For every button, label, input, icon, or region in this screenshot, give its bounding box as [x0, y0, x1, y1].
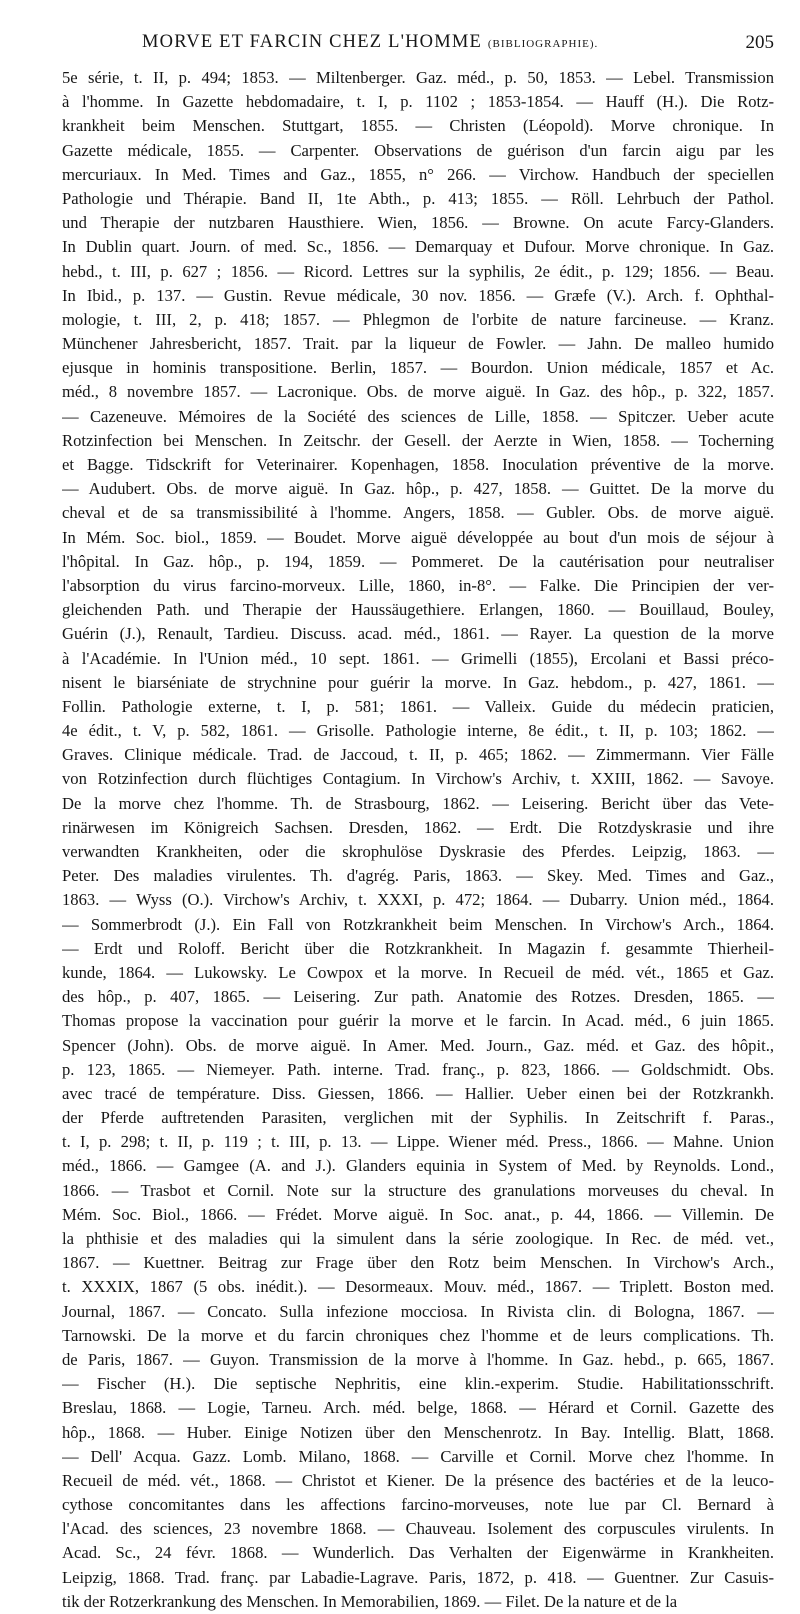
text-line: Spencer (John). Obs. de morve aiguë. In Amer. Med. Journ., Gaz. méd. et Gaz. des hôpit.,	[62, 1035, 774, 1055]
text-line: nisent le biarséniate de strychnine pour guérir la morve. In Gaz. hebdom., p. 427, 1861. —	[62, 672, 774, 692]
text-line: la phthisie et des maladies qui la simulent dans la série zoologique. In Rec. de méd. vet.,	[62, 1229, 774, 1248]
text-line: Peter. Des maladies virulentes. Th. d'agrég. Paris, 1863. — Skey. Med. Times and Gaz.,	[62, 866, 774, 886]
text-line: des hôp., p. 407, 1865. — Leisering. Zur path. Anatomie des Rotzes. Dresden, 1865. —	[62, 987, 774, 1007]
page-number: 205	[745, 32, 774, 53]
text-line: méd., 8 novembre 1857. — Lacronique. Obs. de morve aiguë. In Gaz. des hôp., p. 322, 1857.	[62, 382, 774, 402]
text-line: — Fischer (H.). Die septische Nephritis, eine klin.-experim. Studie. Habilitationsschrift.	[62, 1374, 774, 1394]
text-line: In Ibid., p. 137. — Gustin. Revue médicale, 30 nov. 1856. — Græfe (V.). Arch. f. Ophthal-	[62, 285, 774, 305]
text-line: et Bagge. Tidsckrift for Veterinairer. Kopenhagen, 1858. Inoculation préventive de la morve.	[62, 455, 774, 474]
text-line: Follin. Pathologie externe, t. I, p. 581; 1861. — Valleix. Guide du médecin praticien,	[62, 696, 774, 716]
text-line: Thomas propose la vaccination pour guérir la morve et le farcin. In Acad. méd., 6 juin 1865.	[62, 1011, 774, 1031]
text-line: kunde, 1864. — Lukowsky. Le Cowpox et la morve. In Recueil de méd. vét., 1865 et Gaz.	[62, 962, 774, 982]
running-head	[142, 32, 598, 53]
text-line: 4e édit., t. V, p. 582, 1861. — Grisolle. Pathologie interne, 8e édit., t. II, p. 103; 1862. —	[62, 721, 774, 741]
text-line: ejusque in hominis transpositione. Berlin, 1857. — Bourdon. Union médicale, 1857 et Ac.	[62, 358, 774, 378]
text-line: cythose concomitantes dans les affections farcino-morveuses, note lue par Cl. Bernard à	[62, 1495, 774, 1515]
text-line: rinärwesen im Königreich Sachsen. Dresden, 1862. — Erdt. Die Rotzdyskrasie und ihre	[62, 817, 774, 837]
text-line: — Audubert. Obs. de morve aiguë. In Gaz. hôp., p. 427, 1858. — Guittet. De la morve du	[62, 479, 774, 499]
text-line: In Mém. Soc. biol., 1859. — Boudet. Morve aiguë développée au bout d'un mois de séjour à	[62, 527, 774, 547]
text-line: Pathologie und Thérapie. Band II, 1te Abth., p. 413; 1855. — Röll. Lehrbuch der Pathol.	[62, 188, 774, 208]
text-line: Mém. Soc. Biol., 1866. — Frédet. Morve aiguë. In Soc. anat., p. 44, 1866. — Villemin. De	[62, 1204, 774, 1224]
document-page	[62, 28, 774, 1611]
text-line: à l'Académie. In l'Union méd., 10 sept. 1861. — Grimelli (1855), Ercolani et Bassi préco-	[62, 648, 774, 668]
text-line: t. I, p. 298; t. II, p. 119 ; t. III, p. 13. — Lippe. Wiener méd. Press., 1866. — Mahne. Union	[62, 1132, 774, 1152]
text-line: tik der Rotzerkrankung des Menschen. In Memorabilien, 1869. — Filet. De la nature et de la	[62, 1591, 678, 1611]
text-line: Münchener Jahresbericht, 1857. Trait. par la liqueur de Fowler. — Jahn. De malleo humido	[62, 334, 774, 354]
text-line: méd., 1866. — Gamgee (A. and J.). Glanders equinia in System of Med. by Reynolds. Lond.,	[62, 1156, 774, 1176]
page-header	[62, 28, 774, 60]
text-line: 1866. — Trasbot et Cornil. Note sur la structure des granulations morveuses du cheval. In	[62, 1180, 774, 1200]
text-line: — Dell' Acqua. Gazz. Lomb. Milano, 1868. — Carville et Cornil. Morve chez l'homme. In	[62, 1446, 774, 1466]
text-line: Leipzig, 1868. Trad. franç. par Labadie-Lagrave. Paris, 1872, p. 418. — Guentner. Zur Casuis-	[62, 1567, 774, 1587]
text-line: Guérin (J.), Renault, Tardieu. Discuss. acad. méd., 1861. — Rayer. La question de la morve	[62, 624, 774, 644]
text-line: l'hôpital. In Gaz. hôp., p. 194, 1859. — Pommeret. De la cautérisation pour neutraliser	[62, 551, 774, 571]
text-line: In Dublin quart. Journ. of med. Sc., 1856. — Demarquay et Dufour. Morve chronique. In Gaz.	[62, 237, 774, 257]
text-line: Acad. Sc., 24 févr. 1868. — Wunderlich. Das Verhalten der Eigenwärme in Krankheiten.	[62, 1543, 774, 1563]
text-line: verwandten Krankheiten, oder die skrophulöse Dyskrasie des Pferdes. Leipzig, 1863. —	[62, 842, 774, 861]
text-line: 5e série, t. II, p. 494; 1853. — Miltenberger. Gaz. méd., p. 50, 1853. — Lebel. Transmission	[62, 68, 774, 87]
text-line: — Sommerbrodt (J.). Ein Fall von Rotzkrankheit beim Menschen. In Virchow's Arch., 1864.	[62, 914, 774, 934]
text-line: — Cazeneuve. Mémoires de la Société des sciences de Lille, 1858. — Spitczer. Ueber acute	[62, 406, 774, 426]
running-head-section: (BIBLIOGRAPHIE).	[487, 38, 599, 50]
text-line: Graves. Clinique médicale. Trad. de Jaccoud, t. II, p. 465; 1862. — Zimmermann. Vier Fälle	[62, 745, 774, 765]
text-line: de Paris, 1867. — Guyon. Transmission de la morve à l'homme. In Gaz. hebd., p. 665, 1867.	[62, 1349, 774, 1369]
text-line: t. XXXIX, 1867 (5 obs. inédit.). — Desormeaux. Mouv. méd., 1867. — Triplett. Boston med.	[62, 1277, 774, 1297]
text-line: p. 123, 1865. — Niemeyer. Path. interne. Trad. franç., p. 823, 1866. — Goldschmidt. Obs.	[62, 1059, 774, 1079]
text-line: De la morve chez l'homme. Th. de Strasbourg, 1862. — Leisering. Bericht über das Vete-	[62, 793, 774, 813]
text-line: Rotzinfection bei Menschen. In Zeitschr. der Gesell. der Aerzte in Wien, 1858. — Tocherning	[62, 430, 774, 450]
text-line: der Pferde auftretenden Parasiten, verglichen mit der Syphilis. In Zeitschrift f. Paras.,	[62, 1108, 774, 1128]
text-line: Recueil de méd. vét., 1868. — Christot et Kiener. De la présence des bactéries et de la leuco-	[62, 1470, 774, 1490]
text-line: krankheit beim Menschen. Stuttgart, 1855. — Christen (Léopold). Morve chronique. In	[62, 116, 774, 136]
text-line: hôp., 1868. — Huber. Einige Notizen über den Menschenrotz. In Bay. Intellig. Blatt, 1868.	[62, 1422, 774, 1442]
text-line: Breslau, 1868. — Logie, Tarneu. Arch. méd. belge, 1868. — Hérard et Cornil. Gazette des	[62, 1398, 774, 1418]
text-line: 1867. — Kuettner. Beitrag zur Frage über den Rotz beim Menschen. In Virchow's Arch.,	[62, 1253, 774, 1273]
running-head-title: MORVE ET FARCIN CHEZ L'HOMME	[142, 32, 483, 52]
text-line: l'absorption du virus farcino-morveux. Lille, 1860, in-8°. — Falke. Die Principien der ver-	[62, 575, 774, 595]
text-line: l'Acad. des sciences, 23 novembre 1868. — Chauveau. Isolement des corpuscules virulents. In	[62, 1519, 774, 1539]
text-line: gleichenden Path. und Therapie der Haussäugethiere. Erlangen, 1860. — Bouillaud, Bouley,	[62, 600, 774, 620]
text-line: mercuriaux. In Med. Times and Gaz., 1855, n° 266. — Virchow. Handbuch der speciellen	[62, 164, 774, 184]
text-line: 1863. — Wyss (O.). Virchow's Archiv, t. XXXI, p. 472; 1864. — Dubarry. Union méd., 1864.	[62, 890, 774, 910]
text-line: avec tracé de température. Diss. Giessen, 1866. — Hallier. Ueber einen bei der Rotzkrankh.	[62, 1083, 774, 1103]
text-line: Journal, 1867. — Concato. Sulla infezione mocciosa. In Rivista clin. di Bologna, 1867. —	[62, 1301, 774, 1321]
text-line: — Erdt und Roloff. Bericht über die Rotzkrankheit. In Magazin f. gesammte Thierheil-	[62, 938, 774, 958]
text-line: mologie, t. III, 2, p. 418; 1857. — Phlegmon de l'orbite de nature farcineuse. — Kranz.	[62, 309, 774, 329]
text-line: cheval et de sa transmissibilité à l'homme. Angers, 1858. — Gubler. Obs. de morve aiguë.	[62, 503, 774, 523]
text-line: von Rotzinfection durch flüchtiges Contagium. In Virchow's Archiv, t. XXIII, 1862. — Savoye.	[62, 769, 774, 789]
text-line: und Therapie der nutzbaren Hausthiere. Wien, 1856. — Browne. On acute Farcy-Glanders.	[62, 213, 774, 233]
text-line: à l'homme. In Gazette hebdomadaire, t. I, p. 1102 ; 1853-1854. — Hauff (H.). Die Rotz-	[62, 92, 774, 112]
text-line: Tarnowski. De la morve et du farcin chroniques chez l'homme et de leurs complications. Th.	[62, 1325, 774, 1345]
text-line: Gazette médicale, 1855. — Carpenter. Observations de guérison d'un farcin aigu par les	[62, 140, 774, 160]
text-line: hebd., t. III, p. 627 ; 1856. — Ricord. Lettres sur la syphilis, 2e édit., p. 129; 1856. — Beau.	[62, 261, 774, 281]
bibliography-text	[62, 66, 774, 1614]
